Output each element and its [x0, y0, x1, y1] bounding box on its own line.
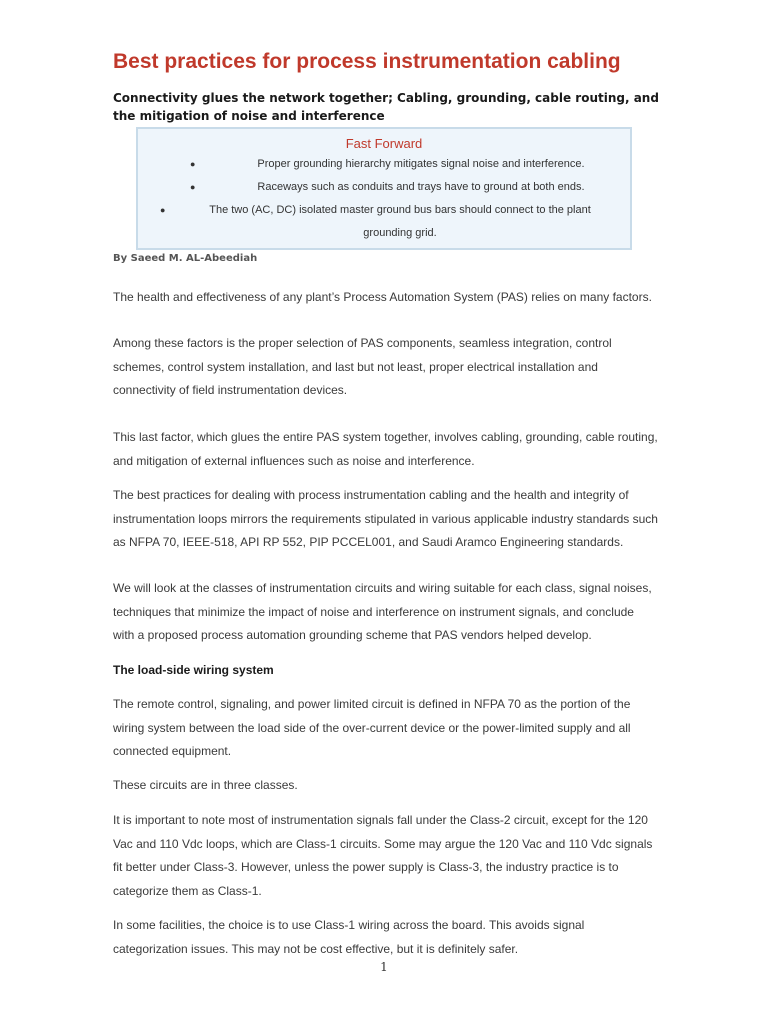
- fast-forward-item-text: Proper grounding hierarchy mitigates signal noise and interference.: [257, 158, 585, 170]
- body-paragraph: The best practices for dealing with process instrumentation cabling and the health and integrity of instrumentation loops mirrors the requirements stipulated in various applicable industry standards such as NFPA 70, IEEE-518, API RP 552, PIP PCCEL001, and Saudi Aramco Engineering standards.: [113, 488, 658, 549]
- fast-forward-item: [138, 153, 630, 176]
- article-title: Best practices for process instrumentation cabling: [113, 50, 621, 73]
- fast-forward-box: [136, 127, 632, 250]
- body-paragraph: We will look at the classes of instrumentation circuits and wiring suitable for each class, signal noises, techniques that minimize the impact of noise and interference on instrument signals, and conclude with a proposed process automation grounding scheme that PAS vendors helped develop.: [113, 581, 652, 642]
- fast-forward-list: [138, 153, 630, 245]
- fast-forward-item: [138, 199, 630, 245]
- body-paragraph: It is important to note most of instrumentation signals fall under the Class-2 circuit, except for the 120 Vac and 110 Vdc loops, which are Class-1 circuits. Some may argue the 120 Vac and 110 Vdc signals fit better under Class-3. However, unless the power supply is Class-3, the industry practice is to categorize them as Class-1.: [113, 813, 653, 898]
- author-byline: By Saeed M. AL-Abeediah: [113, 253, 258, 264]
- fast-forward-item: [138, 176, 630, 199]
- fast-forward-item-text: Raceways such as conduits and trays have to ground at both ends.: [257, 181, 585, 193]
- article-subtitle: Connectivity glues the network together; Cabling, grounding, cable routing, and the mitigation of noise and interference: [113, 91, 659, 123]
- body-paragraph: These circuits are in three classes.: [113, 778, 298, 792]
- bullet-icon: ●: [190, 159, 196, 169]
- body-paragraph: This last factor, which glues the entire PAS system together, involves cabling, grounding, cable routing, and mitigation of external influences such as noise and interference.: [113, 430, 658, 468]
- section-heading: The load-side wiring system: [113, 663, 274, 677]
- body-paragraph: The remote control, signaling, and power limited circuit is defined in NFPA 70 as the portion of the wiring system between the load side of the over-current device or the power-limited supply and all connected equipment.: [113, 697, 631, 758]
- fast-forward-item-text: The two (AC, DC) isolated master ground bus bars should connect to the plant grounding grid.: [209, 204, 591, 239]
- bullet-icon: ●: [190, 182, 196, 192]
- body-paragraph: The health and effectiveness of any plant’s Process Automation System (PAS) relies on many factors.: [113, 290, 652, 304]
- body-paragraph: In some facilities, the choice is to use Class-1 wiring across the board. This avoids signal categorization issues. This may not be cost effective, but it is definitely safer.: [113, 918, 585, 956]
- page-number: 1: [380, 960, 388, 974]
- fast-forward-heading: Fast Forward: [345, 136, 423, 151]
- bullet-icon: ●: [160, 205, 166, 215]
- body-paragraph: Among these factors is the proper selection of PAS components, seamless integration, control schemes, control system installation, and last but not least, proper electrical installation and connectivity of field instrumentation devices.: [113, 336, 612, 397]
